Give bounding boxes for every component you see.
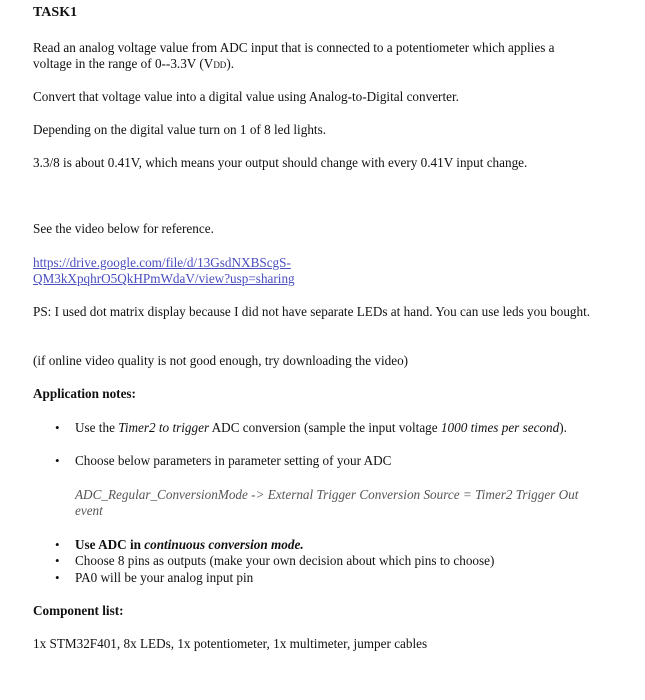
- paragraph-step: 3.3/8 is about 0.41V, which means your output should change with every 0.41V input change.: [33, 155, 528, 170]
- component-list-heading: Component list:: [33, 603, 124, 618]
- video-link-block: [33, 255, 593, 287]
- note-output-pins: Choose 8 pins as outputs (make your own decision about which pins to choose): [75, 553, 495, 568]
- note-continuous-mode: Use ADC in continuous conversion mode.: [75, 537, 304, 552]
- video-link[interactable]: [33, 255, 295, 286]
- link-line-2[interactable]: QM3kXpqhrO5QkHPmWdaV/view?usp=sharing: [33, 271, 295, 286]
- p1-text: Read an analog voltage value from ADC input that is connected to a potentiometer which applies a voltage in the range of 0--3.3V (V: [33, 40, 555, 71]
- note-input-pin: PA0 will be your analog input pin: [75, 570, 254, 585]
- paragraph-ps: PS: I used dot matrix display because I did not have separate LEDs at hand. You can use leds you bought.: [33, 304, 591, 319]
- paragraph-convert: Convert that voltage value into a digital value using Analog-to-Digital converter.: [33, 89, 459, 104]
- note-parameters: Choose below parameters in parameter setting of your ADC: [75, 453, 392, 468]
- bullet-icon: •: [55, 537, 60, 552]
- component-list-items: 1x STM32F401, 8x LEDs, 1x potentiometer, 1x multimeter, jumper cables: [33, 636, 428, 651]
- bullet-icon: •: [55, 420, 60, 435]
- paragraph-video-ref: See the video below for reference.: [33, 221, 214, 236]
- link-line-1[interactable]: https://drive.google.com/file/d/13GsdNXBScgS-: [33, 255, 291, 270]
- paragraph-led: Depending on the digital value turn on 1 of 8 led lights.: [33, 122, 327, 137]
- paragraph-online: (if online video quality is not good enough, try downloading the video): [33, 353, 409, 368]
- bullet-icon: •: [55, 453, 60, 468]
- paragraph-read-adc: [33, 40, 593, 73]
- task-title: TASK1: [33, 5, 78, 20]
- p1-end: ).: [226, 56, 235, 71]
- vdd-subscript: DD: [213, 60, 227, 70]
- param-setting-note: ADC_Regular_ConversionMode -> External Trigger Conversion Source = Timer2 Trigger Out event: [75, 487, 579, 518]
- bullet-icon: •: [55, 553, 60, 568]
- application-notes-heading: Application notes:: [33, 386, 136, 401]
- bullet-icon: •: [55, 570, 60, 585]
- note-timer2: Use the Timer2 to trigger ADC conversion (sample the input voltage 1000 times per second).: [75, 420, 567, 435]
